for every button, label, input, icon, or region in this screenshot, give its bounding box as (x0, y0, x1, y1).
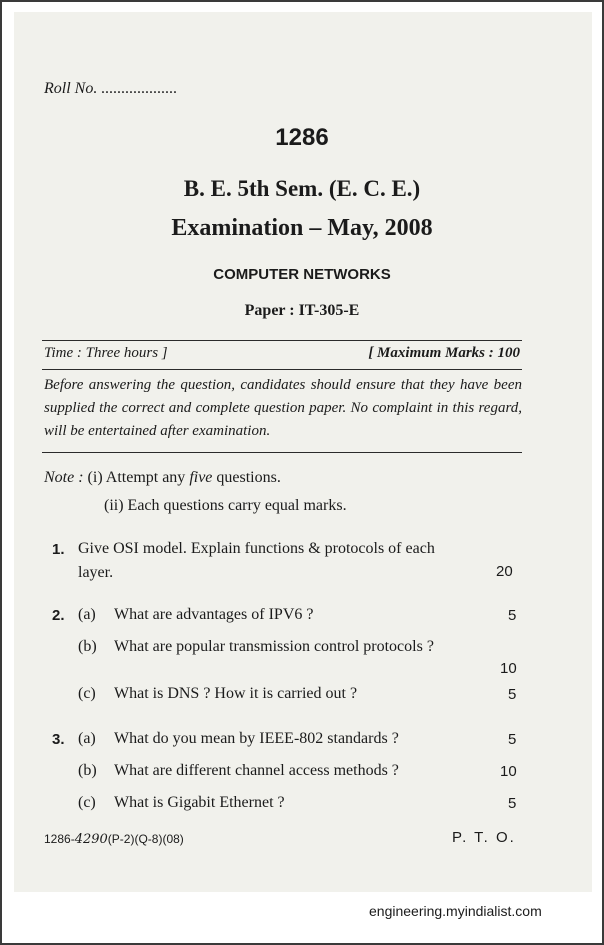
website-watermark: engineering.myindialist.com (369, 903, 542, 919)
q1-text-line-2: layer. (78, 564, 114, 581)
course-title: B. E. 5th Sem. (E. C. E.) (183, 176, 421, 201)
note-i-prefix: (i) Attempt any (87, 469, 190, 486)
q3c-marks: 5 (508, 795, 517, 812)
q2c-label: (c) (78, 685, 96, 702)
time-allowed: Time : Three hours ] (44, 345, 168, 361)
q1-marks: 20 (496, 563, 513, 580)
q2b-marks: 10 (500, 660, 517, 677)
roll-number: Roll No. ................... (44, 80, 178, 97)
q1-text-line-1: Give OSI model. Explain functions & protocols of each (78, 540, 435, 557)
note-label: Note : (44, 469, 84, 486)
q2a-label: (a) (78, 606, 96, 623)
note-i-suffix: questions. (212, 469, 281, 486)
paper-number: Paper : IT-305-E (244, 302, 360, 319)
footer-code (44, 832, 184, 847)
note-line-1 (44, 469, 281, 487)
note-i-emphasis: five (189, 469, 213, 486)
instructions: Before answering the question, candidates should ensure that they have been supplied the correct and complete question paper. No complaint in this regard, will be entertained after examination. (44, 377, 522, 439)
paper-code: 1286 (275, 124, 329, 151)
top-divider (42, 340, 522, 341)
q3c-text: What is Gigabit Ethernet ? (114, 794, 285, 811)
footer-handwritten-number: 4290 (74, 832, 108, 847)
note-line-2: (ii) Each questions carry equal marks. (104, 497, 347, 514)
q2b-text: What are popular transmission control protocols ? (114, 638, 434, 655)
q3b-label: (b) (78, 762, 97, 779)
footer-code-prefix: 1286- (44, 832, 75, 846)
q3b-text: What are different channel access methods ? (114, 762, 399, 779)
q3a-text: What do you mean by IEEE-802 standards ? (114, 730, 399, 747)
footer-code-suffix: (P-2)(Q-8)(08) (107, 832, 184, 846)
please-turn-over: P. T. O. (452, 829, 516, 846)
q1-number: 1. (52, 541, 65, 558)
subject-title: COMPUTER NETWORKS (213, 266, 391, 283)
bottom-divider (42, 452, 522, 453)
q3-number: 3. (52, 731, 65, 748)
mid-divider (42, 369, 522, 370)
q2c-marks: 5 (508, 686, 517, 703)
q3a-label: (a) (78, 730, 96, 747)
exam-title: Examination – May, 2008 (171, 215, 433, 241)
q3b-marks: 10 (500, 763, 517, 780)
q3c-label: (c) (78, 794, 96, 811)
maximum-marks: [ Maximum Marks : 100 (368, 345, 520, 361)
q3a-marks: 5 (508, 731, 517, 748)
q2a-marks: 5 (508, 607, 517, 624)
q2a-text: What are advantages of IPV6 ? (114, 606, 314, 623)
q2-number: 2. (52, 607, 65, 624)
q2c-text: What is DNS ? How it is carried out ? (114, 685, 358, 702)
q2b-label: (b) (78, 638, 97, 655)
